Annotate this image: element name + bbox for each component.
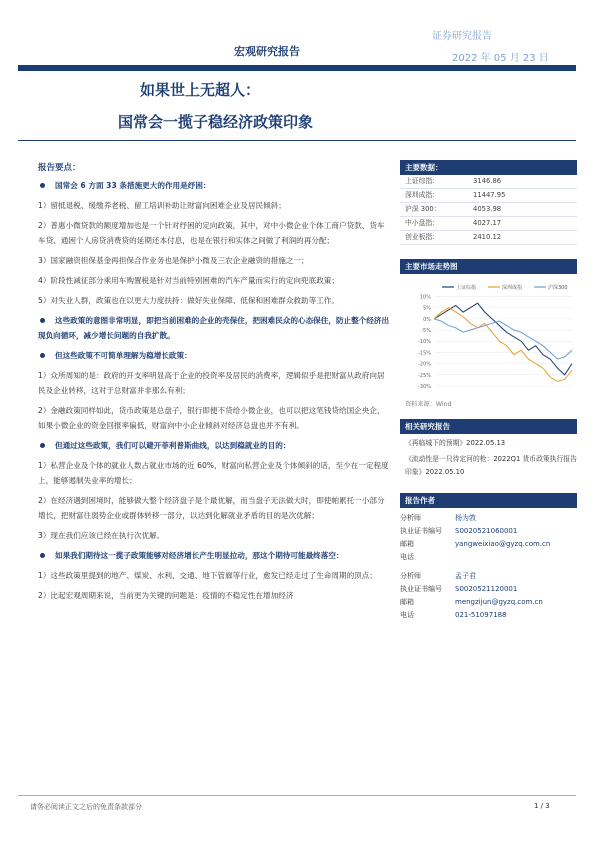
author-email-row bbox=[400, 538, 577, 551]
trend-chart bbox=[400, 282, 577, 398]
trend-header: 主要市场走势图 bbox=[400, 259, 577, 274]
footer-rule bbox=[18, 795, 576, 796]
author-name-row bbox=[400, 570, 577, 583]
bullet-icon bbox=[40, 318, 45, 323]
related-list bbox=[400, 434, 577, 479]
body-paragraph bbox=[38, 588, 390, 603]
legend-label: 沪深300 bbox=[548, 285, 568, 291]
market-table bbox=[400, 175, 577, 245]
lead-label: 报告要点： bbox=[38, 163, 81, 173]
paragraph-text: 1）留抵退税、缓缴养老税、留工培训补助让财富向困难企业及居民倾斜； bbox=[38, 201, 286, 210]
y-tick-label: -20% bbox=[418, 361, 431, 368]
author-name-row bbox=[400, 512, 577, 525]
key-point bbox=[38, 178, 390, 193]
bullet-icon bbox=[40, 183, 45, 188]
market-row bbox=[400, 175, 577, 189]
y-tick-label: 10% bbox=[419, 294, 431, 301]
market-name: 创业板指： bbox=[405, 233, 439, 241]
paragraph-text: 2）比起宏观周期来说，当前更为关键的问题是：疫情的不稳定性在增加经济 bbox=[38, 591, 294, 600]
body-paragraph bbox=[38, 293, 390, 308]
y-tick-label: -5% bbox=[421, 328, 431, 335]
sidebar bbox=[400, 160, 577, 628]
legend-label: 深圳成指 bbox=[502, 285, 523, 291]
paragraph-text: 4）阶段性减征部分乘用车购置税是针对当前特别困难的汽车产量而实行的定向兜底政策； bbox=[38, 276, 339, 285]
y-tick-label: -10% bbox=[418, 339, 431, 346]
related-header: 相关研究报告 bbox=[400, 419, 577, 434]
bullet-icon bbox=[40, 353, 45, 358]
author-name: 孟子君 bbox=[455, 572, 476, 580]
legend-label: 上证综指 bbox=[456, 285, 477, 291]
report-category: 宏观研究报告 bbox=[234, 45, 300, 58]
author-license-row bbox=[400, 525, 577, 538]
title-line-2: 国常会一揽子稳经济政策印象 bbox=[118, 113, 314, 131]
market-name: 中小盘指： bbox=[405, 219, 439, 227]
author-email-row bbox=[400, 596, 577, 609]
y-tick-label: 0% bbox=[423, 316, 431, 323]
key-point bbox=[38, 438, 390, 453]
author-phone-label: 电话 bbox=[400, 553, 414, 561]
paragraph-text: 1）众所周知的是：政府的开支率明显高于企业的投资率及居民的消费率，逻辑似乎是把财富从政府向居民及企业转移，这对于总财富并非那么有利； bbox=[38, 371, 385, 395]
author-block bbox=[400, 570, 577, 622]
y-tick-label: -25% bbox=[418, 372, 431, 379]
market-value: 4027.17 bbox=[473, 219, 502, 227]
doc-type: 证券研究报告 bbox=[432, 31, 492, 42]
author-email[interactable]: mengzijun@gyzq.com.cn bbox=[455, 598, 543, 606]
key-point bbox=[38, 348, 390, 363]
paragraph-text: 2）在经济遇到困境时，能够做大整个经济盘子是个最优解，而当盘子无法做大时，即使帕累托一小部分增长，把财富往弱势企业或群体转移一部分，以达到化解就业矛盾的目的是次优解； bbox=[38, 496, 385, 520]
paragraph-text: 但这些政策不可简单理解为稳增长政策： bbox=[55, 351, 192, 360]
market-header: 主要数据： bbox=[400, 160, 577, 175]
title-line-1: 如果世上无超人： bbox=[140, 81, 261, 99]
y-tick-label: -15% bbox=[418, 350, 431, 357]
market-name: 沪深 300： bbox=[405, 205, 441, 213]
author-block bbox=[400, 512, 577, 564]
market-name: 深圳成指： bbox=[405, 191, 439, 199]
bullet-icon bbox=[40, 553, 45, 558]
author-email[interactable]: yangweixiao@gyzq.com.cn bbox=[455, 540, 551, 548]
trend-source: 资料来源：Wind bbox=[405, 401, 452, 408]
body-paragraph bbox=[38, 368, 390, 398]
market-row bbox=[400, 217, 577, 231]
paragraph-text: 3）现在我们应该已经在执行次优解。 bbox=[38, 531, 165, 540]
related-report-link[interactable]: 《流动性是一只待定河的枪：2022Q1 货币政策执行报告印象》2022.05.10 bbox=[405, 455, 577, 476]
body-paragraph bbox=[38, 218, 390, 248]
author-license: S0020521120001 bbox=[455, 585, 518, 593]
body-paragraph bbox=[38, 403, 390, 433]
paragraph-text: 但通过这些政策，我们可以避开菲利普斯曲线，以达到稳就业的目的： bbox=[55, 441, 291, 450]
market-row bbox=[400, 189, 577, 203]
author-license-label: 执业证书编号 bbox=[400, 527, 442, 535]
body-paragraph bbox=[38, 458, 390, 488]
y-tick-label: 5% bbox=[423, 305, 431, 312]
market-name: 上证综指： bbox=[405, 177, 439, 185]
paragraph-text: 5）对失业人群，政策也在以更大力度扶持：做好失业保障、低保和困难群众救助等工作。 bbox=[38, 296, 339, 305]
page-number: 1 / 3 bbox=[534, 802, 550, 810]
author-name-label: 分析师 bbox=[400, 572, 421, 580]
author-license-label: 执业证书编号 bbox=[400, 585, 442, 593]
author-phone-label: 电话 bbox=[400, 611, 414, 619]
paragraph-text: 国常会 6 方面 33 条措施更大的作用是纾困： bbox=[55, 181, 211, 190]
market-row bbox=[400, 231, 577, 245]
author-phone: 021-51097188 bbox=[455, 611, 507, 619]
market-value: 4053.98 bbox=[473, 205, 502, 213]
paragraph-text: 如果我们期待这一揽子政策能够对经济增长产生明显拉动，那这个期待可能最终落空： bbox=[55, 551, 344, 560]
y-tick-label: -30% bbox=[418, 384, 431, 390]
author-license-row bbox=[400, 583, 577, 596]
author-phone bbox=[455, 551, 577, 564]
market-value: 11447.95 bbox=[473, 191, 506, 199]
paragraph-text: 3）国家融资担保基金再担保合作业务也是保护小微及三农企业融资的措施之一； bbox=[38, 256, 309, 265]
bullet-icon bbox=[40, 443, 45, 448]
body-paragraph bbox=[38, 253, 390, 268]
body-paragraph bbox=[38, 528, 390, 543]
header-rule bbox=[18, 65, 576, 71]
paragraph-text: 这些政策的意图非常明显，即把当前困难的企业的壳保住，把困难民众的心态保住，防止整个经济出现负向循环，减少增长问题的自我扩散。 bbox=[38, 316, 390, 340]
author-email-label: 邮箱 bbox=[400, 598, 414, 606]
key-point bbox=[38, 548, 390, 563]
authors-header: 报告作者 bbox=[400, 493, 577, 508]
footer-disclaimer[interactable]: 请务必阅读正文之后的免责条款部分 bbox=[30, 803, 142, 811]
body-paragraph bbox=[38, 493, 390, 523]
body-paragraph bbox=[38, 198, 390, 213]
author-list bbox=[400, 508, 577, 622]
author-name-label: 分析师 bbox=[400, 514, 421, 522]
market-value: 2410.12 bbox=[473, 233, 502, 241]
main-body bbox=[38, 178, 390, 608]
title-rule bbox=[18, 140, 576, 141]
body-paragraph bbox=[38, 273, 390, 288]
related-report-link[interactable]: 《再临城下的预期》2022.05.13 bbox=[405, 439, 506, 447]
paragraph-text: 1）私营企业及个体的就业人数占就业市场的近 60%，财富向私营企业及个体倾斜的话，至少在一定程度上，能够遏制失业率的增长； bbox=[38, 461, 389, 485]
body-paragraph bbox=[38, 568, 390, 583]
report-date: 2022 年 05 月 23 日 bbox=[452, 53, 549, 64]
series-line-3 bbox=[434, 319, 572, 359]
author-name: 杨为敩 bbox=[455, 514, 476, 522]
author-phone-row bbox=[400, 609, 577, 622]
author-phone-row bbox=[400, 551, 577, 564]
key-point bbox=[38, 313, 390, 343]
paragraph-text: 2）普惠小微贷款的额度增加也是一个针对纾困的定向政策，其中，对中小微企业个体工商户贷款、货车车贷、通困个人房贷消费贷的延期还本付息，也是在银行和实体之间做了利润的再分配； bbox=[38, 221, 385, 245]
author-email-label: 邮箱 bbox=[400, 540, 414, 548]
market-value: 3146.86 bbox=[473, 177, 502, 185]
series-line-1 bbox=[434, 303, 572, 375]
author-license: S0020521060001 bbox=[455, 527, 518, 535]
paragraph-text: 2）金融政策同样如此，货币政策是总盘子，银行即便不贷给小微企业，也可以把这笔钱贷给国企央企，如果小微企业的资金回报率偏低，财富向中小企业倾斜对经济总盘也并不有利。 bbox=[38, 406, 385, 430]
paragraph-text: 1）这些政策里提到的地产、煤炭、水利、交通、地下管廊等行业，愈发已经走过了生命周期的顶点； bbox=[38, 571, 377, 580]
market-row bbox=[400, 203, 577, 217]
